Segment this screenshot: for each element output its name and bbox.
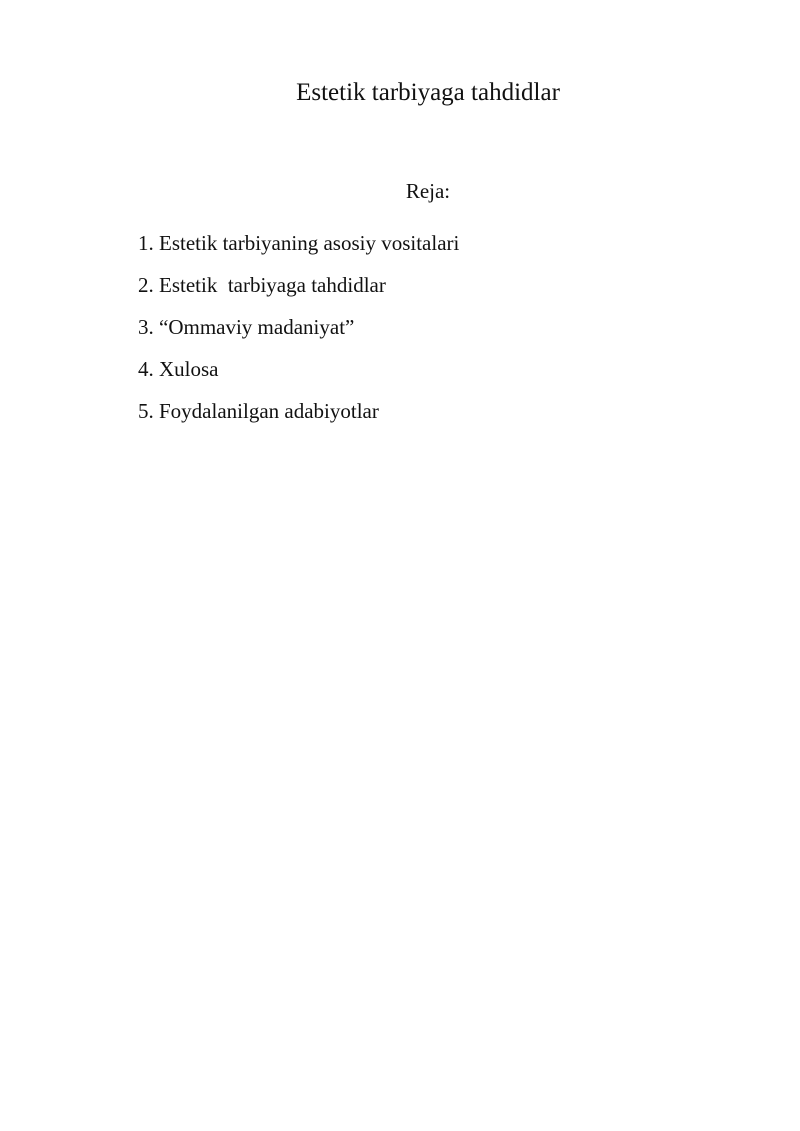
plan-item-2: 2. Estetik tarbiyaga tahdidlar: [138, 273, 386, 297]
plan-heading: Reja:: [405, 179, 451, 203]
plan-item-1: 1. Estetik tarbiyaning asosiy vositalari: [138, 231, 460, 255]
plan-item-3: 3. “Ommaviy madaniyat”: [138, 315, 355, 339]
plan-list: [138, 228, 459, 438]
plan-item-5: 5. Foydalanilgan adabiyotlar: [138, 399, 379, 423]
plan-item-4: 4. Xulosa: [138, 357, 219, 381]
page-title: Estetik tarbiyaga tahdidlar: [296, 79, 560, 106]
